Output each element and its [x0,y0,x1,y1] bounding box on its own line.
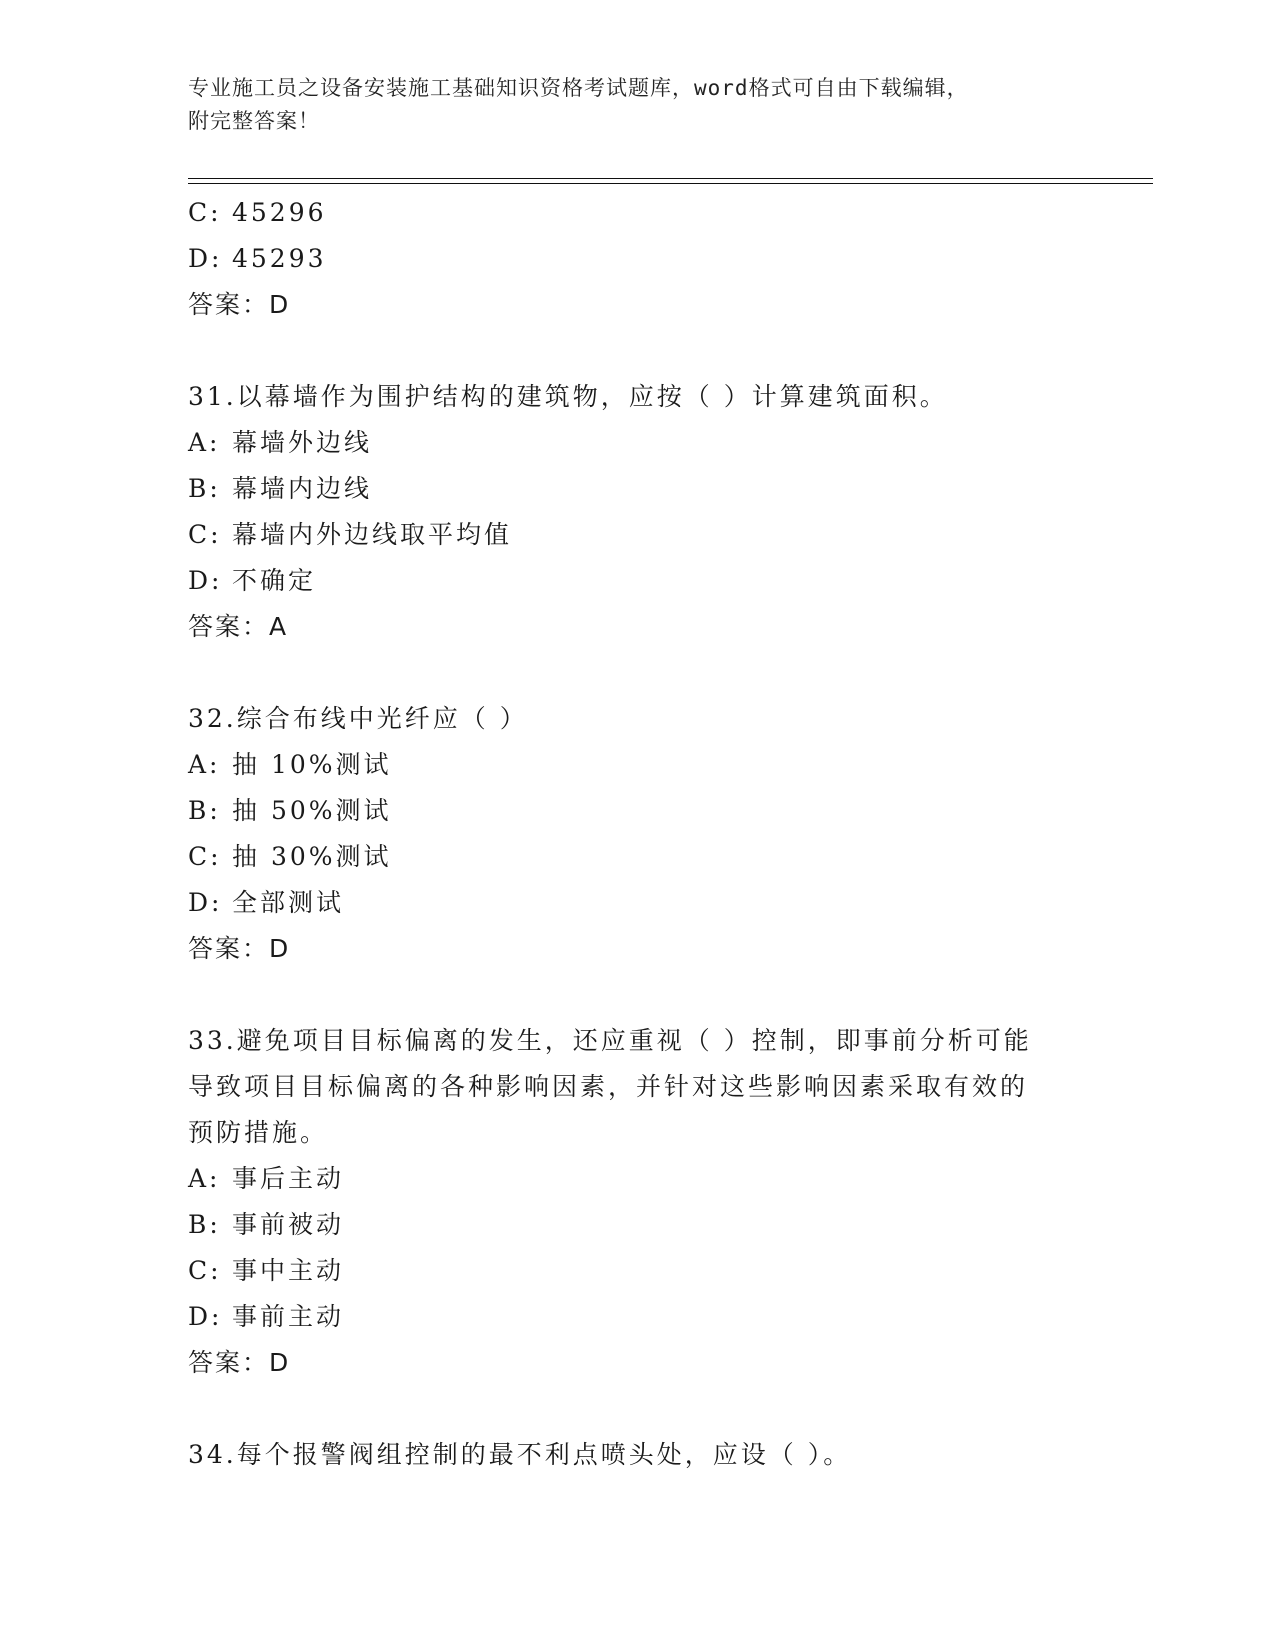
question-32 [188,696,1068,972]
question-text-line-3: 预防措施。 [188,1118,329,1147]
header-divider-top [188,178,1153,179]
option-a: A: 幕墙外边线 [188,428,373,457]
question-text: 31.以幕墙作为围护结构的建筑物，应按（ ）计算建筑面积。 [188,382,948,411]
option-c: C: 事中主动 [188,1256,345,1285]
question-33 [188,1018,1068,1386]
header-line-1: 专业施工员之设备安装施工基础知识资格考试题库，word格式可自由下载编辑， [188,76,969,100]
answer: 答案：D [188,290,291,319]
option-b: B: 幕墙内边线 [188,474,373,503]
option-c: C: 抽 30%测试 [188,842,392,871]
header-divider-bottom [188,183,1153,184]
answer: 答案：A [188,612,289,641]
question-text: 34.每个报警阀组控制的最不利点喷头处，应设（ ）。 [188,1440,852,1469]
option-b: B: 抽 50%测试 [188,796,392,825]
question-31 [188,374,1068,650]
answer: 答案：D [188,934,291,963]
option-d: D: 全部测试 [188,888,345,917]
document-header [188,72,1068,138]
option-b: B: 事前被动 [188,1210,345,1239]
option-a: A: 事后主动 [188,1164,345,1193]
question-text-line-1: 33.避免项目目标偏离的发生，还应重视（ ）控制，即事前分析可能 [188,1026,1032,1055]
answer: 答案：D [188,1348,291,1377]
option-a: A: 抽 10%测试 [188,750,392,779]
option-d: D: 不确定 [188,566,317,595]
document-body [188,190,1068,1478]
header-line-2: 附完整答案！ [188,109,320,133]
question-34 [188,1432,1068,1478]
option-d: D: 事前主动 [188,1302,345,1331]
option-c: C: 45296 [188,198,327,227]
question-text-line-2: 导致项目目标偏离的各种影响因素，并针对这些影响因素采取有效的 [188,1072,1029,1101]
previous-question-tail [188,190,1068,328]
option-c: C: 幕墙内外边线取平均值 [188,520,513,549]
option-d: D: 45293 [188,244,327,273]
question-text: 32.综合布线中光纤应（ ） [188,704,528,733]
